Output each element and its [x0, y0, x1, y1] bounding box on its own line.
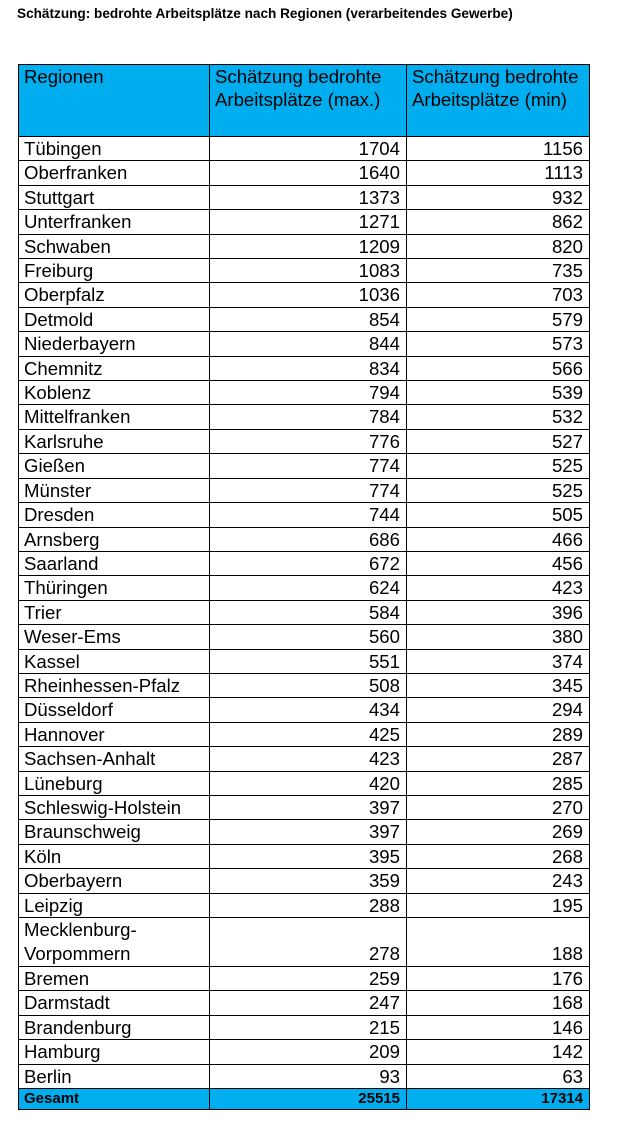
- row-region: Münster: [19, 478, 210, 502]
- row-region: Berlin: [19, 1064, 210, 1088]
- table-row: [19, 429, 590, 453]
- table-row: [19, 795, 590, 819]
- row-min: 1156: [407, 137, 590, 161]
- row-max: 395: [210, 844, 407, 868]
- row-max: 278: [210, 918, 407, 967]
- row-max: 774: [210, 454, 407, 478]
- table-row: [19, 137, 590, 161]
- row-region: Arnsberg: [19, 527, 210, 551]
- row-max: 1271: [210, 210, 407, 234]
- table-row: [19, 283, 590, 307]
- row-min: 294: [407, 698, 590, 722]
- row-max: 247: [210, 991, 407, 1015]
- row-region: Brandenburg: [19, 1015, 210, 1039]
- row-region: Braunschweig: [19, 820, 210, 844]
- row-min: 142: [407, 1040, 590, 1064]
- row-max: 1083: [210, 259, 407, 283]
- row-min: 735: [407, 259, 590, 283]
- table-row: [19, 259, 590, 283]
- table-row: [19, 673, 590, 697]
- row-max: 397: [210, 795, 407, 819]
- row-max: 560: [210, 625, 407, 649]
- row-max: 854: [210, 307, 407, 331]
- table-row: [19, 161, 590, 185]
- row-max: 1036: [210, 283, 407, 307]
- row-region: Oberbayern: [19, 869, 210, 893]
- row-region: Karlsruhe: [19, 429, 210, 453]
- row-max: 209: [210, 1040, 407, 1064]
- row-region: Hamburg: [19, 1040, 210, 1064]
- total-min: 17314: [407, 1089, 590, 1110]
- row-max: 420: [210, 771, 407, 795]
- row-min: 195: [407, 893, 590, 917]
- row-min: 146: [407, 1015, 590, 1039]
- row-region: Oberfranken: [19, 161, 210, 185]
- row-min: 1113: [407, 161, 590, 185]
- table-row: [19, 600, 590, 624]
- row-region: Bremen: [19, 967, 210, 991]
- row-min: 268: [407, 844, 590, 868]
- row-max: 784: [210, 405, 407, 429]
- row-min: 525: [407, 478, 590, 502]
- row-min: 505: [407, 503, 590, 527]
- row-max: 508: [210, 673, 407, 697]
- regions-table: [18, 64, 590, 1110]
- row-max: 686: [210, 527, 407, 551]
- row-max: 215: [210, 1015, 407, 1039]
- row-min: 285: [407, 771, 590, 795]
- total-max: 25515: [210, 1089, 407, 1110]
- row-region: Lüneburg: [19, 771, 210, 795]
- row-max: 1373: [210, 185, 407, 209]
- row-region: Freiburg: [19, 259, 210, 283]
- row-max: 844: [210, 332, 407, 356]
- row-min: 176: [407, 967, 590, 991]
- table-row: [19, 454, 590, 478]
- row-max: 1209: [210, 234, 407, 258]
- table-row: [19, 551, 590, 575]
- row-region: Stuttgart: [19, 185, 210, 209]
- row-min: 525: [407, 454, 590, 478]
- row-min: 532: [407, 405, 590, 429]
- table-row: [19, 893, 590, 917]
- table-row: [19, 991, 590, 1015]
- row-min: 396: [407, 600, 590, 624]
- row-min: 527: [407, 429, 590, 453]
- table-row: [19, 722, 590, 746]
- row-region: Trier: [19, 600, 210, 624]
- table-row: [19, 576, 590, 600]
- table-row: [19, 698, 590, 722]
- table-row: [19, 1064, 590, 1088]
- table-row: [19, 918, 590, 967]
- row-max: 834: [210, 356, 407, 380]
- row-max: 794: [210, 381, 407, 405]
- row-max: 672: [210, 551, 407, 575]
- row-region: Sachsen-Anhalt: [19, 747, 210, 771]
- row-min: 862: [407, 210, 590, 234]
- row-region: Schleswig-Holstein: [19, 795, 210, 819]
- row-min: 345: [407, 673, 590, 697]
- table-row: [19, 967, 590, 991]
- row-max: 774: [210, 478, 407, 502]
- row-min: 466: [407, 527, 590, 551]
- table-row: [19, 527, 590, 551]
- row-region: Detmold: [19, 307, 210, 331]
- row-region: Köln: [19, 844, 210, 868]
- table-row: [19, 234, 590, 258]
- row-region: Gießen: [19, 454, 210, 478]
- row-max: 359: [210, 869, 407, 893]
- row-region: Rheinhessen-Pfalz: [19, 673, 210, 697]
- table-row: [19, 649, 590, 673]
- row-min: 932: [407, 185, 590, 209]
- row-max: 93: [210, 1064, 407, 1088]
- table-row: [19, 185, 590, 209]
- row-min: 539: [407, 381, 590, 405]
- table-row: [19, 210, 590, 234]
- row-min: 423: [407, 576, 590, 600]
- row-region: Weser-Ems: [19, 625, 210, 649]
- row-max: 434: [210, 698, 407, 722]
- table-row: [19, 1015, 590, 1039]
- row-region: Unterfranken: [19, 210, 210, 234]
- row-max: 397: [210, 820, 407, 844]
- row-max: 776: [210, 429, 407, 453]
- row-min: 456: [407, 551, 590, 575]
- row-region: Oberpfalz: [19, 283, 210, 307]
- table-row: [19, 356, 590, 380]
- table-row: [19, 820, 590, 844]
- row-max: 584: [210, 600, 407, 624]
- row-region: Chemnitz: [19, 356, 210, 380]
- row-max: 288: [210, 893, 407, 917]
- table-row: [19, 869, 590, 893]
- row-region: Darmstadt: [19, 991, 210, 1015]
- row-region: Mecklenburg- Vorpommern: [19, 918, 210, 967]
- header-region: Regionen: [19, 65, 210, 137]
- table-row: [19, 332, 590, 356]
- page-title: Schätzung: bedrohte Arbeitsplätze nach Regionen (verarbeitendes Gewerbe): [17, 6, 513, 21]
- table-header-row: [19, 65, 590, 137]
- table-row: [19, 844, 590, 868]
- table-row: [19, 503, 590, 527]
- row-min: 188: [407, 918, 590, 967]
- row-region: Mittelfranken: [19, 405, 210, 429]
- row-max: 425: [210, 722, 407, 746]
- row-min: 289: [407, 722, 590, 746]
- table-row: [19, 747, 590, 771]
- table-row: [19, 1040, 590, 1064]
- row-region: Kassel: [19, 649, 210, 673]
- total-label: Gesamt: [19, 1089, 210, 1110]
- row-max: 551: [210, 649, 407, 673]
- row-region: Thüringen: [19, 576, 210, 600]
- row-min: 269: [407, 820, 590, 844]
- row-min: 243: [407, 869, 590, 893]
- row-max: 1640: [210, 161, 407, 185]
- row-min: 573: [407, 332, 590, 356]
- row-min: 374: [407, 649, 590, 673]
- row-region: Saarland: [19, 551, 210, 575]
- row-max: 423: [210, 747, 407, 771]
- table-row: [19, 771, 590, 795]
- row-min: 270: [407, 795, 590, 819]
- row-max: 624: [210, 576, 407, 600]
- row-region: Hannover: [19, 722, 210, 746]
- row-region: Koblenz: [19, 381, 210, 405]
- row-min: 579: [407, 307, 590, 331]
- row-max: 1704: [210, 137, 407, 161]
- table-row: [19, 381, 590, 405]
- table-row: [19, 478, 590, 502]
- total-row: [19, 1089, 590, 1110]
- row-region: Leipzig: [19, 893, 210, 917]
- row-max: 259: [210, 967, 407, 991]
- header-min: Schätzung bedrohte Arbeitsplätze (min): [407, 65, 590, 137]
- row-min: 380: [407, 625, 590, 649]
- row-min: 168: [407, 991, 590, 1015]
- row-region: Düsseldorf: [19, 698, 210, 722]
- header-max: Schätzung bedrohte Arbeitsplätze (max.): [210, 65, 407, 137]
- row-min: 287: [407, 747, 590, 771]
- row-min: 566: [407, 356, 590, 380]
- table-row: [19, 625, 590, 649]
- table-row: [19, 405, 590, 429]
- row-max: 744: [210, 503, 407, 527]
- row-min: 703: [407, 283, 590, 307]
- row-region: Niederbayern: [19, 332, 210, 356]
- table-row: [19, 307, 590, 331]
- row-min: 820: [407, 234, 590, 258]
- row-region: Tübingen: [19, 137, 210, 161]
- row-region: Dresden: [19, 503, 210, 527]
- row-min: 63: [407, 1064, 590, 1088]
- row-region: Schwaben: [19, 234, 210, 258]
